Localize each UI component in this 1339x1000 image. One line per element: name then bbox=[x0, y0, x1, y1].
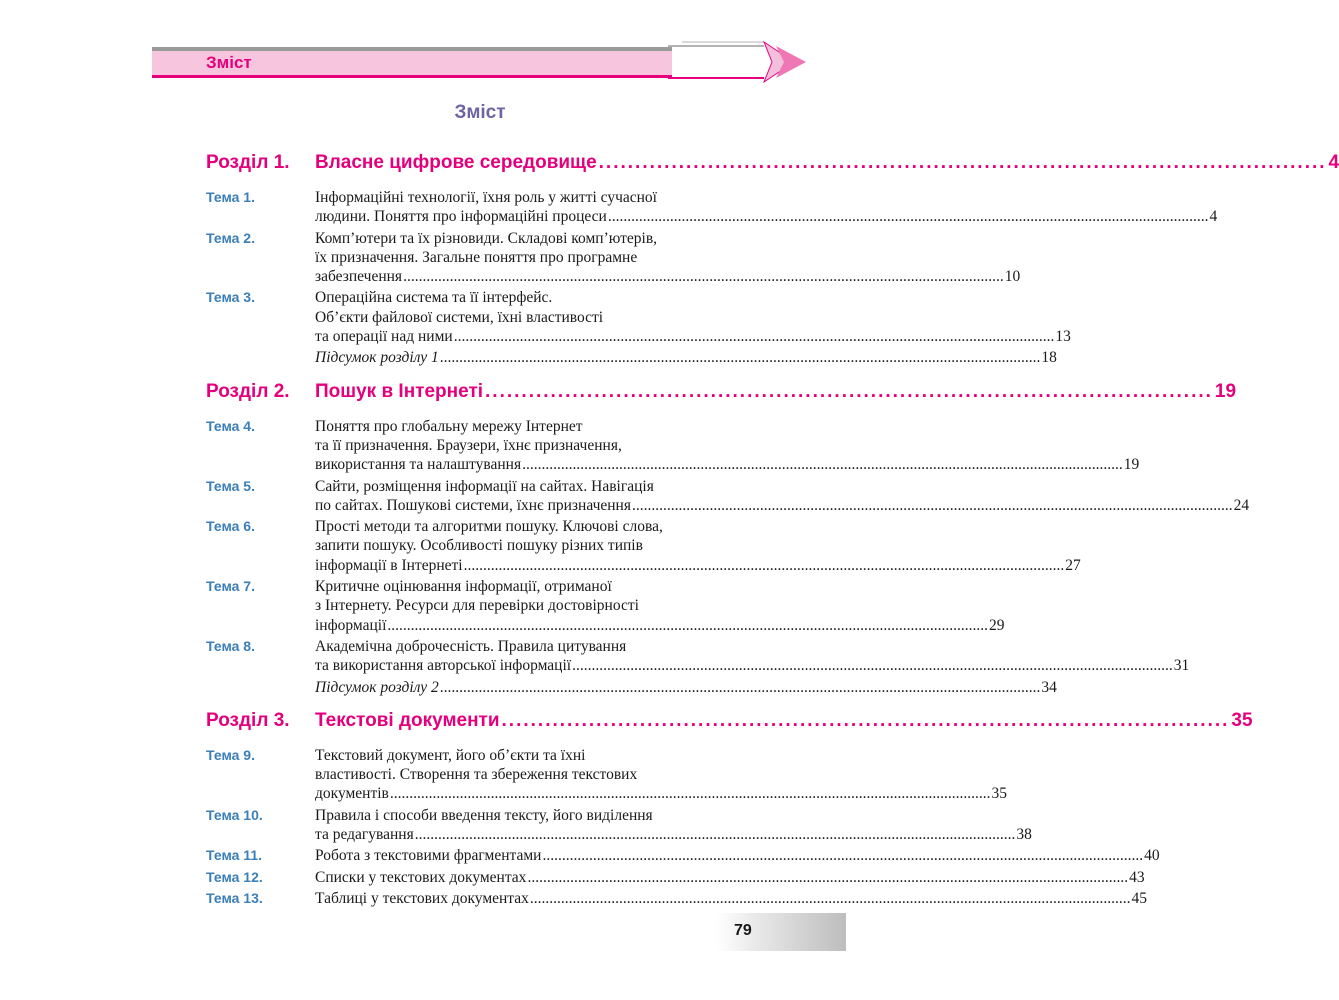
toc-entry bbox=[206, 868, 1145, 887]
entry-text-line: Списки у текстових документах bbox=[315, 868, 527, 886]
summary-page: 18 bbox=[1041, 349, 1057, 367]
leader-dots bbox=[454, 327, 1055, 346]
entry-page: 10 bbox=[1004, 268, 1021, 286]
leader-dots bbox=[572, 656, 1173, 675]
leader-dots bbox=[530, 889, 1131, 908]
leader-dots bbox=[390, 784, 991, 803]
section-heading bbox=[206, 709, 1253, 744]
leader-dots bbox=[632, 496, 1233, 515]
entry-page: 29 bbox=[989, 616, 1005, 634]
entry-page: 19 bbox=[1123, 456, 1140, 474]
entry-text-line: використання та налаштування bbox=[315, 456, 522, 474]
entry-text-line: людини. Поняття про інформаційні процеси bbox=[315, 208, 607, 226]
topic-number: Тема 1. bbox=[206, 189, 255, 205]
entry-page: 35 bbox=[991, 785, 1007, 803]
entry-page: 43 bbox=[1129, 868, 1145, 886]
entry-text-line: та операції над ними bbox=[315, 328, 453, 346]
header-title: Зміст bbox=[206, 53, 252, 72]
entry-text-line: інформації bbox=[315, 616, 387, 634]
topic-number: Тема 5. bbox=[206, 477, 255, 494]
entry-text-line: Сайти, розміщення інформації на сайтах. Навігація bbox=[315, 477, 654, 495]
section-number: Розділ 1. bbox=[206, 152, 290, 173]
topic-number: Тема 13. bbox=[206, 889, 263, 906]
leader-dots bbox=[403, 267, 1004, 286]
entry-text-line: Текстовий документ, його об’єкти та їхні bbox=[315, 746, 586, 764]
entry-text-line: Таблиці у текстових документах bbox=[315, 889, 529, 907]
leader-dots bbox=[502, 710, 1230, 732]
summary-text: Підсумок розділу 2 bbox=[315, 678, 439, 696]
entry-text-line: та використання авторської інформації bbox=[315, 657, 572, 675]
leader-dots bbox=[440, 678, 1041, 697]
entry-text-line: документів bbox=[315, 785, 389, 803]
entry-text-line: з Інтернету. Ресурси для перевірки достовірності bbox=[315, 597, 639, 615]
topic-number: Тема 6. bbox=[206, 518, 255, 535]
leader-dots bbox=[522, 455, 1123, 474]
toc-entry bbox=[206, 517, 1081, 575]
leader-dots bbox=[599, 152, 1327, 174]
topic-number: Тема 12. bbox=[206, 868, 263, 885]
section-page: 35 bbox=[1231, 709, 1253, 731]
page-title: Зміст bbox=[454, 102, 506, 123]
entry-page: 38 bbox=[1016, 826, 1032, 844]
entry-text-line: Операційна система та її інтерфейс. bbox=[315, 289, 553, 307]
section-summary bbox=[206, 348, 1057, 367]
entry-page: 13 bbox=[1055, 328, 1071, 346]
entry-page: 24 bbox=[1233, 496, 1250, 514]
section-summary bbox=[206, 678, 1057, 697]
entry-text-line: та редагування bbox=[315, 826, 414, 844]
entry-page: 27 bbox=[1065, 556, 1081, 574]
topic-number: Тема 9. bbox=[206, 746, 255, 763]
entry-text-line: запити пошуку. Особливості пошуку різних типів bbox=[315, 537, 643, 555]
toc-entry bbox=[206, 577, 1005, 635]
leader-dots bbox=[464, 556, 1065, 575]
entry-text-line: Прості методи та алгоритми пошуку. Ключові слова, bbox=[315, 518, 663, 536]
header-band bbox=[152, 47, 672, 78]
leader-dots bbox=[440, 348, 1041, 367]
entry-text-line: Комп’ютери та їх різновиди. Складові комп’ютерів, bbox=[315, 229, 658, 247]
section-heading bbox=[206, 380, 1237, 415]
topic-number: Тема 7. bbox=[206, 578, 255, 595]
entry-text-line: властивості. Створення та збереження текстових bbox=[315, 766, 638, 784]
entry-page: 31 bbox=[1173, 657, 1190, 675]
entry-text-line: Правила і способи введення тексту, його виділення bbox=[315, 806, 653, 824]
topic-number: Тема 2. bbox=[206, 229, 255, 246]
page-number: 79 bbox=[734, 922, 752, 939]
section-number: Розділ 3. bbox=[206, 709, 290, 731]
leader-dots bbox=[485, 381, 1213, 403]
topic-number: Тема 10. bbox=[206, 806, 263, 823]
leader-dots bbox=[542, 846, 1143, 865]
entry-text-line: та її призначення. Браузери, їхнє призначення, bbox=[315, 436, 622, 454]
topic-number: Тема 3. bbox=[206, 289, 255, 306]
section-page: 19 bbox=[1214, 380, 1237, 402]
entry-text-line: Робота з текстовими фрагментами bbox=[315, 847, 542, 865]
toc-entry bbox=[206, 188, 1218, 227]
summary-page: 34 bbox=[1041, 678, 1057, 696]
leader-dots bbox=[415, 825, 1016, 844]
toc-entry bbox=[206, 806, 1032, 845]
leader-dots bbox=[387, 616, 988, 635]
section-title: Власне цифрове середовище bbox=[315, 152, 597, 173]
topic-number: Тема 4. bbox=[206, 417, 255, 434]
toc-entry bbox=[206, 477, 1250, 516]
toc-entry bbox=[206, 637, 1190, 676]
entry-text-line: їх призначення. Загальне поняття про програмне bbox=[315, 248, 638, 266]
page-number-box bbox=[716, 913, 846, 951]
entry-text-line: по сайтах. Пошукові системи, їхнє призначення bbox=[315, 496, 631, 514]
topic-number: Тема 11. bbox=[206, 847, 262, 864]
entry-page: 4 bbox=[1209, 208, 1218, 226]
toc-entry bbox=[206, 846, 1160, 865]
entry-text-line: Критичне оцінювання інформації, отриманої bbox=[315, 578, 612, 596]
toc-entry bbox=[206, 417, 1140, 475]
entry-text-line: інформації в Інтернеті bbox=[315, 556, 463, 574]
section-title: Текстові документи bbox=[315, 709, 500, 731]
leader-dots bbox=[608, 207, 1209, 226]
toc-entry bbox=[206, 746, 1007, 804]
entry-text-line: забезпечення bbox=[315, 268, 403, 286]
leader-dots bbox=[527, 868, 1128, 887]
toc-entry bbox=[206, 288, 1071, 346]
entry-text-line: Поняття про глобальну мережу Інтернет bbox=[315, 417, 583, 435]
summary-text: Підсумок розділу 1 bbox=[315, 349, 439, 367]
arrow-icon bbox=[668, 38, 808, 88]
section-page: 4 bbox=[1328, 152, 1339, 173]
section-title: Пошук в Інтернеті bbox=[315, 380, 484, 402]
toc-entry bbox=[206, 229, 1021, 287]
toc-entry bbox=[206, 889, 1148, 908]
entry-text-line: Об’єкти файлової системи, їхні властивості bbox=[315, 308, 604, 326]
section-heading bbox=[206, 152, 1339, 186]
entry-text-line: Академічна доброчесність. Правила цитування bbox=[315, 637, 627, 655]
entry-page: 45 bbox=[1131, 889, 1148, 907]
entry-text-line: Інформаційні технології, їхня роль у житті сучасної bbox=[315, 189, 657, 206]
table-of-contents bbox=[206, 152, 1339, 908]
topic-number: Тема 8. bbox=[206, 637, 255, 654]
entry-page: 40 bbox=[1144, 847, 1160, 865]
section-number: Розділ 2. bbox=[206, 380, 290, 402]
